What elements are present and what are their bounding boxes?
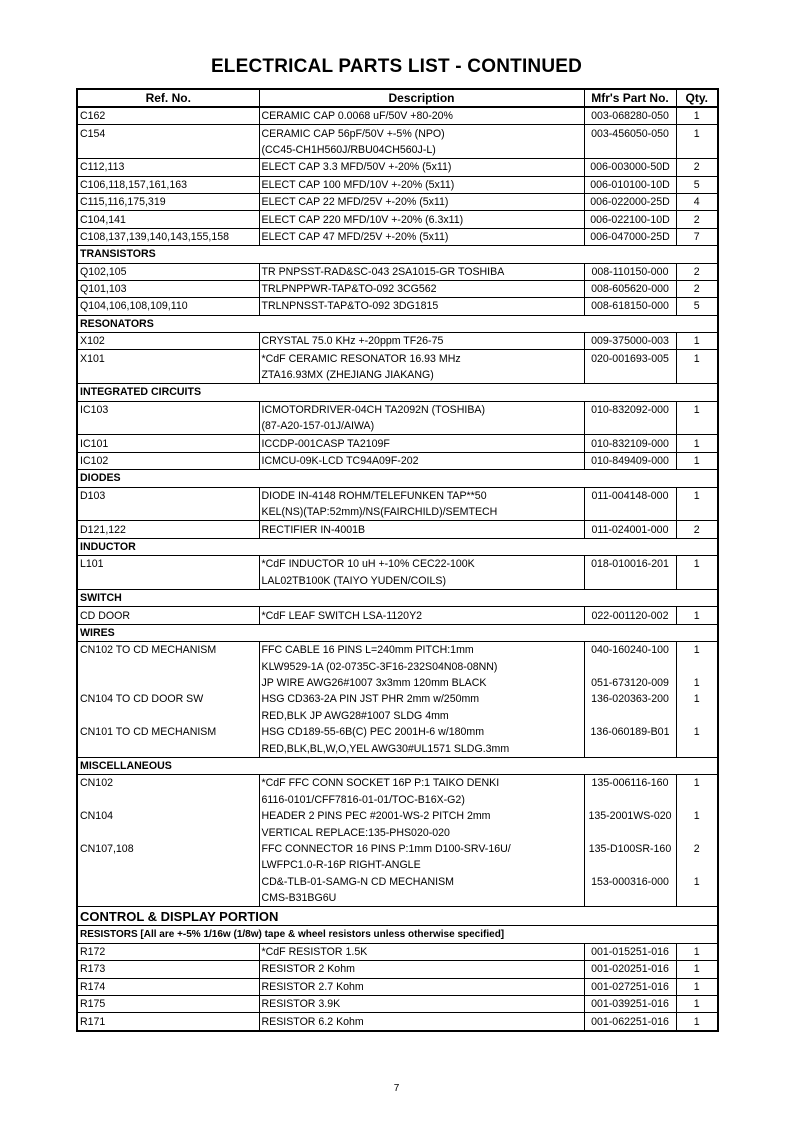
cell-description: HEADER 2 PINS PEC #2001-WS-2 PITCH 2mm <box>259 808 584 824</box>
cell-ref-no: X101 <box>77 350 259 367</box>
cell-ref-no: X102 <box>77 333 259 350</box>
cell-qty: 4 <box>676 193 718 210</box>
table-row <box>77 263 718 280</box>
cell-ref-no: CN101 TO CD MECHANISM <box>77 724 259 740</box>
table-row <box>77 401 718 418</box>
cell-qty: 1 <box>676 487 718 504</box>
cell-mfr-part-no: 051-673120-009 <box>584 675 676 691</box>
cell-description: ELECT CAP 100 MFD/10V +-20% (5x11) <box>259 176 584 193</box>
cell-ref-no: C108,137,139,140,143,155,158 <box>77 228 259 245</box>
table-body <box>77 107 718 1031</box>
cell-ref-no: CN104 <box>77 808 259 824</box>
cell-mfr-part-no <box>584 367 676 384</box>
cell-qty: 2 <box>676 841 718 857</box>
cell-qty <box>676 367 718 384</box>
cell-description: (CC45-CH1H560J/RBU04CH560J-L) <box>259 142 584 159</box>
cell-ref-no: CN102 TO CD MECHANISM <box>77 642 259 659</box>
section-title: SWITCH <box>77 589 718 606</box>
cell-ref-no <box>77 659 259 675</box>
cell-mfr-part-no <box>584 504 676 521</box>
cell-mfr-part-no: 001-027251-016 <box>584 978 676 995</box>
cell-mfr-part-no <box>584 740 676 757</box>
cell-qty: 1 <box>676 401 718 418</box>
page-number: 7 <box>393 1083 400 1094</box>
cell-description: ZTA16.93MX (ZHEJIANG JIAKANG) <box>259 367 584 384</box>
cell-description: FFC CONNECTOR 16 PINS P:1mm D100-SRV-16U/ <box>259 841 584 857</box>
table-row <box>77 487 718 504</box>
cell-mfr-part-no: 040-160240-100 <box>584 642 676 659</box>
section-title: WIRES <box>77 624 718 641</box>
cell-ref-no: C106,118,157,161,163 <box>77 176 259 193</box>
table-row <box>77 874 718 890</box>
cell-qty: 1 <box>676 874 718 890</box>
cell-description: TRLPNPPWR-TAP&TO-092 3CG562 <box>259 280 584 297</box>
table-row <box>77 333 718 350</box>
cell-ref-no: C112,113 <box>77 159 259 176</box>
cell-ref-no: CD DOOR <box>77 607 259 624</box>
cell-qty <box>676 740 718 757</box>
cell-ref-no: D121,122 <box>77 521 259 538</box>
section-header-row <box>77 384 718 401</box>
cell-ref-no: Q102,105 <box>77 263 259 280</box>
cell-mfr-part-no <box>584 792 676 808</box>
table-row <box>77 978 718 995</box>
cell-ref-no <box>77 573 259 590</box>
cell-qty: 2 <box>676 280 718 297</box>
cell-description: ELECT CAP 22 MFD/25V +-20% (5x11) <box>259 193 584 210</box>
cell-description: ELECT CAP 3.3 MFD/50V +-20% (5x11) <box>259 159 584 176</box>
cell-ref-no <box>77 857 259 873</box>
cell-ref-no: L101 <box>77 556 259 573</box>
table-row <box>77 841 718 857</box>
cell-ref-no <box>77 367 259 384</box>
cell-ref-no: IC103 <box>77 401 259 418</box>
cell-qty: 1 <box>676 675 718 691</box>
cell-ref-no: CN102 <box>77 775 259 792</box>
cell-mfr-part-no <box>584 659 676 675</box>
cell-description: ICMOTORDRIVER-04CH TA2092N (TOSHIBA) <box>259 401 584 418</box>
cell-mfr-part-no: 010-832092-000 <box>584 401 676 418</box>
cell-qty: 1 <box>676 556 718 573</box>
cell-description: HSG CD189-55-6B(C) PEC 2001H-6 w/180mm <box>259 724 584 740</box>
cell-qty: 1 <box>676 724 718 740</box>
cell-description: RESISTOR 6.2 Kohm <box>259 1013 584 1031</box>
table-row <box>77 435 718 452</box>
table-row <box>77 418 718 435</box>
table-row <box>77 350 718 367</box>
cell-qty: 1 <box>676 350 718 367</box>
cell-qty: 1 <box>676 125 718 142</box>
cell-description: CERAMIC CAP 0.0068 uF/50V +80-20% <box>259 107 584 125</box>
cell-qty <box>676 824 718 840</box>
cell-ref-no: C104,141 <box>77 211 259 228</box>
cell-description: KLW9529-1A (02-0735C-3F16-232S04N08-08NN) <box>259 659 584 675</box>
cell-qty: 1 <box>676 435 718 452</box>
table-row <box>77 808 718 824</box>
cell-mfr-part-no: 001-062251-016 <box>584 1013 676 1031</box>
cell-ref-no: R174 <box>77 978 259 995</box>
cell-mfr-part-no: 011-024001-000 <box>584 521 676 538</box>
section-note-row <box>77 926 718 943</box>
cell-mfr-part-no <box>584 708 676 724</box>
table-row <box>77 607 718 624</box>
table-row <box>77 724 718 740</box>
table-row <box>77 659 718 675</box>
section-header-row <box>77 589 718 606</box>
cell-qty <box>676 890 718 907</box>
cell-qty: 1 <box>676 107 718 125</box>
table-row <box>77 642 718 659</box>
cell-description: *CdF FFC CONN SOCKET 16P P:1 TAIKO DENKI <box>259 775 584 792</box>
cell-ref-no: C154 <box>77 125 259 142</box>
table-row <box>77 280 718 297</box>
cell-mfr-part-no: 006-022000-25D <box>584 193 676 210</box>
cell-qty: 2 <box>676 521 718 538</box>
cell-description: *CdF INDUCTOR 10 uH +-10% CEC22-100K <box>259 556 584 573</box>
cell-qty <box>676 792 718 808</box>
cell-ref-no <box>77 792 259 808</box>
cell-ref-no <box>77 708 259 724</box>
table-row <box>77 159 718 176</box>
cell-ref-no <box>77 740 259 757</box>
cell-qty: 1 <box>676 642 718 659</box>
cell-ref-no <box>77 504 259 521</box>
cell-mfr-part-no: 001-020251-016 <box>584 961 676 978</box>
table-row <box>77 824 718 840</box>
cell-qty: 2 <box>676 263 718 280</box>
table-row <box>77 504 718 521</box>
table-row <box>77 367 718 384</box>
section-title: DIODES <box>77 470 718 487</box>
cell-description: RESISTOR 2 Kohm <box>259 961 584 978</box>
cell-mfr-part-no: 153-000316-000 <box>584 874 676 890</box>
cell-ref-no: Q104,106,108,109,110 <box>77 298 259 315</box>
cell-qty <box>676 142 718 159</box>
page-title: ELECTRICAL PARTS LIST - CONTINUED <box>210 56 583 77</box>
cell-mfr-part-no: 008-618150-000 <box>584 298 676 315</box>
cell-description: LAL02TB100K (TAIYO YUDEN/COILS) <box>259 573 584 590</box>
cell-mfr-part-no: 136-060189-B01 <box>584 724 676 740</box>
cell-mfr-part-no: 006-003000-50D <box>584 159 676 176</box>
table-row <box>77 452 718 469</box>
cell-description: RED,BLK,BL,W,O,YEL AWG30#UL1571 SLDG.3mm <box>259 740 584 757</box>
cell-ref-no: R171 <box>77 1013 259 1031</box>
table-row <box>77 107 718 125</box>
cell-mfr-part-no: 136-020363-200 <box>584 691 676 707</box>
header-ref-no: Ref. No. <box>77 89 259 107</box>
cell-ref-no: IC102 <box>77 452 259 469</box>
cell-mfr-part-no: 018-010016-201 <box>584 556 676 573</box>
cell-description: ELECT CAP 47 MFD/25V +-20% (5x11) <box>259 228 584 245</box>
cell-qty: 1 <box>676 943 718 960</box>
cell-mfr-part-no: 009-375000-003 <box>584 333 676 350</box>
cell-qty <box>676 708 718 724</box>
cell-ref-no: D103 <box>77 487 259 504</box>
header-qty: Qty. <box>676 89 718 107</box>
cell-mfr-part-no: 003-068280-050 <box>584 107 676 125</box>
cell-description: RECTIFIER IN-4001B <box>259 521 584 538</box>
cell-mfr-part-no <box>584 890 676 907</box>
cell-description: ICCDP-001CASP TA2109F <box>259 435 584 452</box>
cell-ref-no: CN104 TO CD DOOR SW <box>77 691 259 707</box>
cell-qty: 2 <box>676 211 718 228</box>
cell-qty <box>676 659 718 675</box>
section-header-row <box>77 624 718 641</box>
table-row <box>77 995 718 1012</box>
cell-ref-no <box>77 418 259 435</box>
table-row <box>77 691 718 707</box>
section-note: RESISTORS [All are +-5% 1/16w (1/8w) tape & wheel resistors unless otherwise specified] <box>77 926 718 943</box>
cell-ref-no: C162 <box>77 107 259 125</box>
cell-description: CRYSTAL 75.0 KHz +-20ppm TF26-75 <box>259 333 584 350</box>
table-row <box>77 211 718 228</box>
cell-description: (87-A20-157-01J/AIWA) <box>259 418 584 435</box>
portion-header-row <box>77 907 718 926</box>
cell-mfr-part-no: 135-2001WS-020 <box>584 808 676 824</box>
cell-description: LWFPC1.0-R-16P RIGHT-ANGLE <box>259 857 584 873</box>
cell-description: ELECT CAP 220 MFD/10V +-20% (6.3x11) <box>259 211 584 228</box>
cell-description: RESISTOR 3.9K <box>259 995 584 1012</box>
cell-ref-no <box>77 874 259 890</box>
table-row <box>77 857 718 873</box>
cell-ref-no: R173 <box>77 961 259 978</box>
cell-qty: 5 <box>676 298 718 315</box>
table-row <box>77 125 718 142</box>
cell-mfr-part-no: 006-010100-10D <box>584 176 676 193</box>
cell-ref-no <box>77 824 259 840</box>
section-header-row <box>77 538 718 555</box>
section-header-row <box>77 470 718 487</box>
cell-ref-no: Q101,103 <box>77 280 259 297</box>
table-row <box>77 573 718 590</box>
cell-qty: 1 <box>676 1013 718 1031</box>
parts-table <box>76 88 719 1032</box>
table-row <box>77 708 718 724</box>
cell-mfr-part-no <box>584 418 676 435</box>
cell-description: DIODE IN-4148 ROHM/TELEFUNKEN TAP**50 <box>259 487 584 504</box>
cell-ref-no: R175 <box>77 995 259 1012</box>
cell-qty: 7 <box>676 228 718 245</box>
cell-mfr-part-no <box>584 573 676 590</box>
cell-ref-no: C115,116,175,319 <box>77 193 259 210</box>
section-header-row <box>77 315 718 332</box>
cell-description: CERAMIC CAP 56pF/50V +-5% (NPO) <box>259 125 584 142</box>
table-row <box>77 176 718 193</box>
cell-qty <box>676 573 718 590</box>
cell-description: ICMCU-09K-LCD TC94A09F-202 <box>259 452 584 469</box>
portion-title: CONTROL & DISPLAY PORTION <box>77 907 718 926</box>
cell-description: CD&-TLB-01-SAMG-N CD MECHANISM <box>259 874 584 890</box>
section-title: RESONATORS <box>77 315 718 332</box>
cell-qty: 5 <box>676 176 718 193</box>
cell-description: VERTICAL REPLACE:135-PHS020-020 <box>259 824 584 840</box>
table-row <box>77 193 718 210</box>
table-row <box>77 740 718 757</box>
table-row <box>77 943 718 960</box>
cell-mfr-part-no <box>584 857 676 873</box>
table-row <box>77 961 718 978</box>
cell-description: CMS-B31BG6U <box>259 890 584 907</box>
section-title: TRANSISTORS <box>77 246 718 263</box>
table-row <box>77 1013 718 1031</box>
cell-ref-no <box>77 675 259 691</box>
cell-qty: 1 <box>676 775 718 792</box>
cell-mfr-part-no: 135-D100SR-160 <box>584 841 676 857</box>
header-description: Description <box>259 89 584 107</box>
cell-mfr-part-no: 006-022100-10D <box>584 211 676 228</box>
section-title: MISCELLANEOUS <box>77 757 718 774</box>
cell-qty <box>676 857 718 873</box>
cell-qty: 2 <box>676 159 718 176</box>
table-row <box>77 298 718 315</box>
cell-ref-no: CN107,108 <box>77 841 259 857</box>
cell-description: JP WIRE AWG26#1007 3x3mm 120mm BLACK <box>259 675 584 691</box>
cell-description: *CdF RESISTOR 1.5K <box>259 943 584 960</box>
cell-mfr-part-no: 011-004148-000 <box>584 487 676 504</box>
cell-mfr-part-no <box>584 142 676 159</box>
section-header-row <box>77 246 718 263</box>
cell-description: HSG CD363-2A PIN JST PHR 2mm w/250mm <box>259 691 584 707</box>
table-row <box>77 890 718 907</box>
cell-qty: 1 <box>676 978 718 995</box>
table-row <box>77 775 718 792</box>
section-header-row <box>77 757 718 774</box>
cell-mfr-part-no: 001-039251-016 <box>584 995 676 1012</box>
header-mfr-part-no: Mfr's Part No. <box>584 89 676 107</box>
table-header-row <box>77 89 718 107</box>
cell-description: *CdF CERAMIC RESONATOR 16.93 MHz <box>259 350 584 367</box>
parts-table-container <box>76 88 717 1032</box>
table-row <box>77 792 718 808</box>
cell-description: 6116-0101/CFF7816-01-01/TOC-B16X-G2) <box>259 792 584 808</box>
cell-description: KEL(NS)(TAP:52mm)/NS(FAIRCHILD)/SEMTECH <box>259 504 584 521</box>
cell-description: FFC CABLE 16 PINS L=240mm PITCH:1mm <box>259 642 584 659</box>
cell-ref-no: IC101 <box>77 435 259 452</box>
cell-mfr-part-no: 008-110150-000 <box>584 263 676 280</box>
table-row <box>77 556 718 573</box>
cell-qty <box>676 418 718 435</box>
cell-ref-no <box>77 142 259 159</box>
cell-qty: 1 <box>676 333 718 350</box>
table-row <box>77 228 718 245</box>
cell-mfr-part-no: 020-001693-005 <box>584 350 676 367</box>
cell-mfr-part-no: 001-015251-016 <box>584 943 676 960</box>
table-row <box>77 521 718 538</box>
cell-ref-no: R172 <box>77 943 259 960</box>
cell-mfr-part-no: 022-001120-002 <box>584 607 676 624</box>
section-title: INTEGRATED CIRCUITS <box>77 384 718 401</box>
cell-description: *CdF LEAF SWITCH LSA-1120Y2 <box>259 607 584 624</box>
cell-qty: 1 <box>676 452 718 469</box>
table-row <box>77 675 718 691</box>
table-row <box>77 142 718 159</box>
cell-description: TR PNPSST-RAD&SC-043 2SA1015-GR TOSHIBA <box>259 263 584 280</box>
cell-description: RED,BLK JP AWG28#1007 SLDG 4mm <box>259 708 584 724</box>
cell-qty: 1 <box>676 961 718 978</box>
cell-qty: 1 <box>676 607 718 624</box>
section-title: INDUCTOR <box>77 538 718 555</box>
cell-ref-no <box>77 890 259 907</box>
cell-mfr-part-no <box>584 824 676 840</box>
cell-mfr-part-no: 008-605620-000 <box>584 280 676 297</box>
cell-qty <box>676 504 718 521</box>
cell-qty: 1 <box>676 808 718 824</box>
cell-qty: 1 <box>676 691 718 707</box>
cell-mfr-part-no: 010-849409-000 <box>584 452 676 469</box>
cell-description: TRLNPNSST-TAP&TO-092 3DG1815 <box>259 298 584 315</box>
cell-mfr-part-no: 003-456050-050 <box>584 125 676 142</box>
cell-qty: 1 <box>676 995 718 1012</box>
cell-mfr-part-no: 135-006116-160 <box>584 775 676 792</box>
cell-mfr-part-no: 006-047000-25D <box>584 228 676 245</box>
cell-description: RESISTOR 2.7 Kohm <box>259 978 584 995</box>
cell-mfr-part-no: 010-832109-000 <box>584 435 676 452</box>
